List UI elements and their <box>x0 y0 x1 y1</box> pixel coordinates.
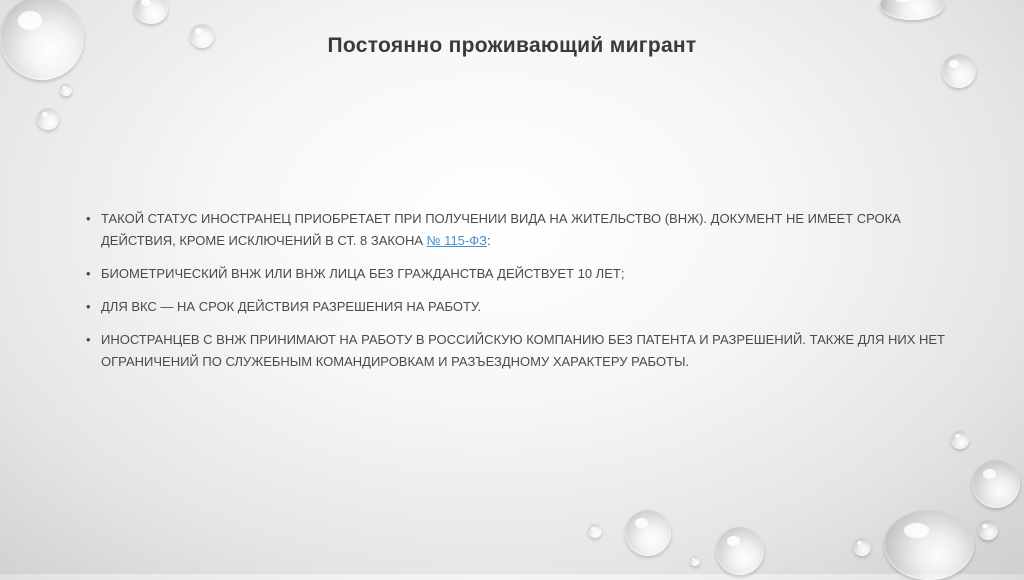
bullet-marker: • <box>86 299 91 314</box>
list-item <box>86 263 946 285</box>
bullet-text-end: : <box>486 233 491 248</box>
bullet-list <box>86 208 946 384</box>
water-drop-icon <box>716 527 764 575</box>
water-drop-icon <box>134 0 168 24</box>
water-drop-icon <box>690 556 700 566</box>
water-drop-icon <box>60 84 72 96</box>
bullet-marker: • <box>86 332 91 347</box>
bullet-text: ИНОСТРАНЦЕВ С ВНЖ ПРИНИМАЮТ НА РАБОТУ В РОССИЙСКУЮ КОМПАНИЮ БЕЗ ПАТЕНТА И РАЗРЕШЕНИЙ. ТАКЖЕ ДЛЯ НИХ НЕТ ОГРАНИЧЕНИЙ ПО СЛУЖЕБНЫМ КОМАНДИРОВКАМ И РАЗЪЕЗДНОМУ ХАРАКТЕРУ РАБОТЫ. <box>101 332 945 369</box>
water-drop-icon <box>951 431 969 449</box>
water-drop-icon <box>880 0 944 20</box>
water-drop-icon <box>978 520 998 540</box>
list-item <box>86 208 946 252</box>
water-drop-icon <box>853 538 871 556</box>
water-drop-icon <box>972 460 1020 508</box>
law-link[interactable]: № 115-ФЗ <box>426 233 487 248</box>
list-item <box>86 296 946 318</box>
list-item <box>86 329 946 373</box>
water-drop-icon <box>942 54 976 88</box>
bullet-text: ТАКОЙ СТАТУС ИНОСТРАНЕЦ ПРИОБРЕТАЕТ ПРИ ПОЛУЧЕНИИ ВИДА НА ЖИТЕЛЬСТВО (ВНЖ). ДОКУМЕНТ НЕ ИМЕЕТ СРОКА ДЕЙСТВИЯ, КРОМЕ ИСКЛЮЧЕНИЙ В СТ. 8 ЗАКОНА <box>101 211 901 248</box>
water-drop-icon <box>884 510 974 580</box>
water-drop-icon <box>625 510 671 556</box>
bullet-marker: • <box>86 266 91 281</box>
water-drop-icon <box>588 524 602 538</box>
slide-title: Постоянно проживающий мигрант <box>327 34 697 57</box>
bullet-marker: • <box>86 211 91 226</box>
bullet-text: ДЛЯ ВКС — НА СРОК ДЕЙСТВИЯ РАЗРЕШЕНИЯ НА РАБОТУ. <box>101 299 482 314</box>
bullet-text: БИОМЕТРИЧЕСКИЙ ВНЖ ИЛИ ВНЖ ЛИЦА БЕЗ ГРАЖДАНСТВА ДЕЙСТВУЕТ 10 ЛЕТ; <box>101 266 625 281</box>
water-drop-icon <box>37 108 59 130</box>
